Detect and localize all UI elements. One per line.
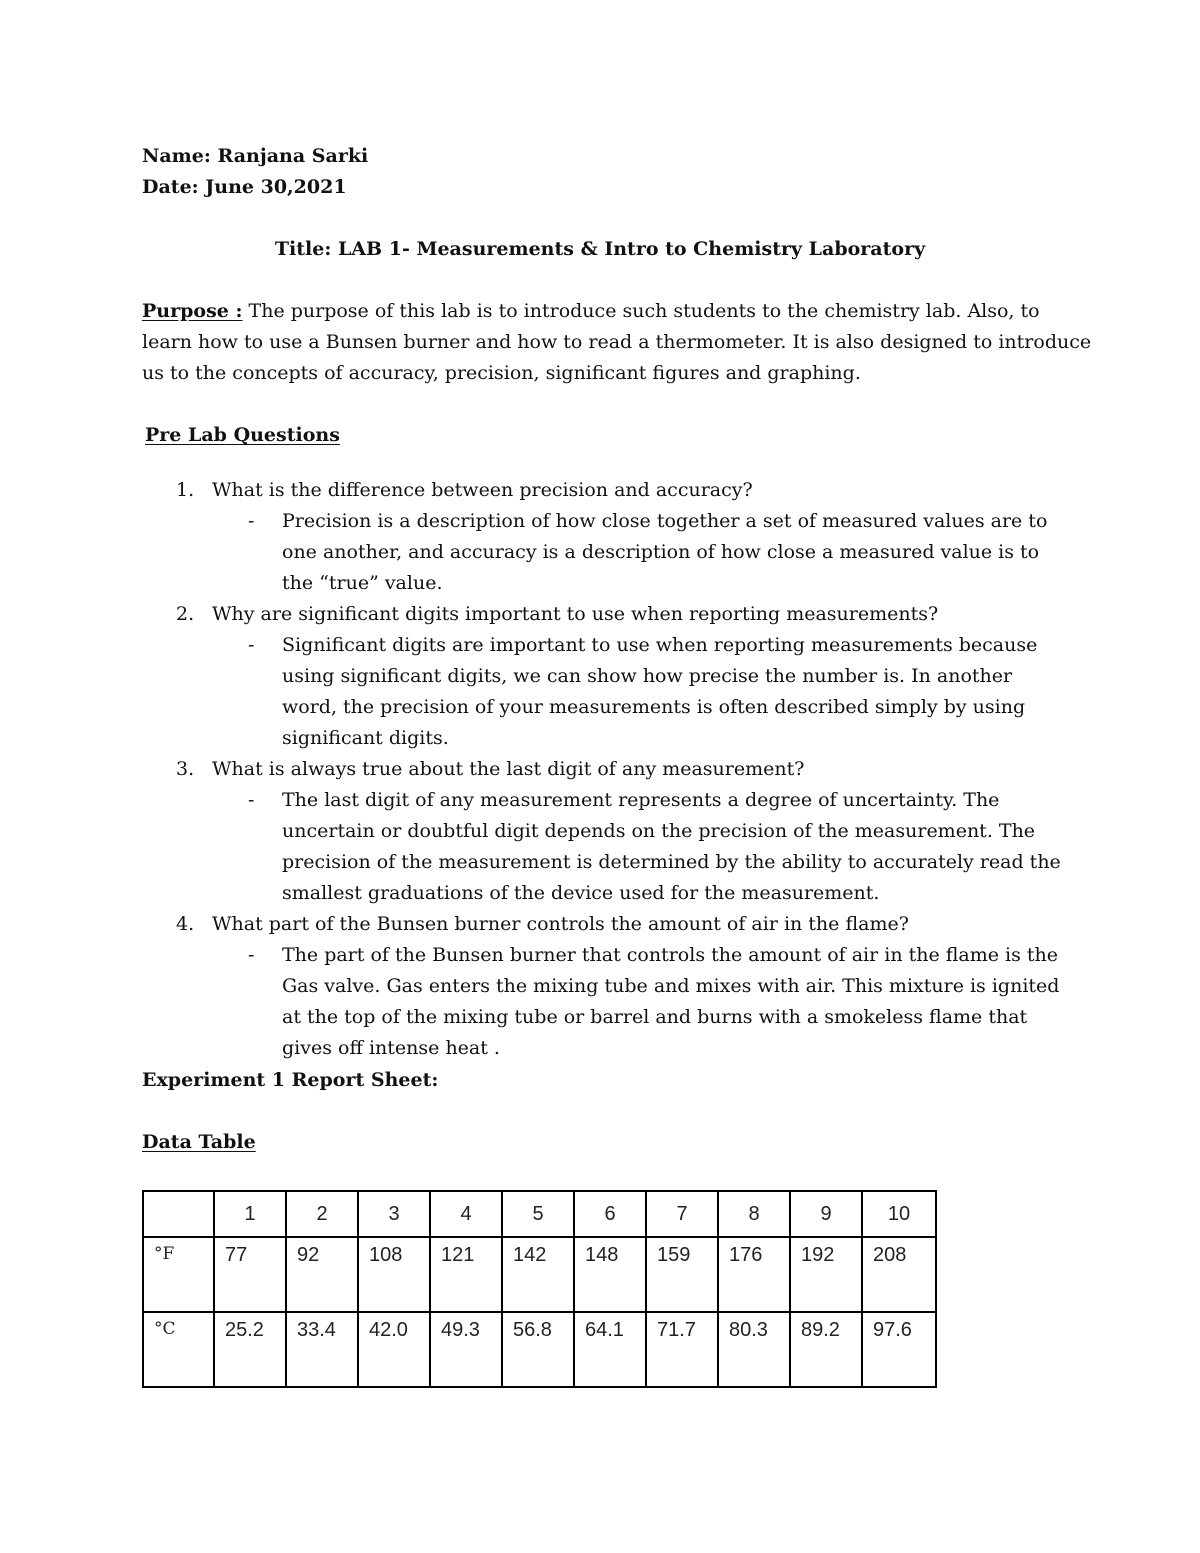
table-cell: 148 <box>574 1237 646 1312</box>
table-cell: 64.1 <box>574 1312 646 1387</box>
table-header-cell: 3 <box>358 1191 430 1237</box>
table-header-cell: 2 <box>286 1191 358 1237</box>
question-text: What is always true about the last digit of any measurement? <box>212 758 805 780</box>
question-text: What is the difference between precision and accuracy? <box>212 479 753 501</box>
question-number: 4. <box>176 913 195 935</box>
table-cell: 192 <box>790 1237 862 1312</box>
table-corner-cell <box>143 1191 214 1237</box>
table-cell: 159 <box>646 1237 718 1312</box>
name-line <box>142 141 368 172</box>
table-header-cell: 10 <box>862 1191 936 1237</box>
answer-text: The part of the Bunsen burner that controls the amount of air in the flame is the Gas valve. Gas enters the mixing tube and mixes with air. This mixture is ignited at the top of the mixing tube or barrel and burns with a smokeless flame that gives off intense heat . <box>282 944 1060 1059</box>
table-cell: 97.6 <box>862 1312 936 1387</box>
date-line <box>142 172 347 203</box>
document-title: Title: LAB 1- Measurements & Intro to Chemistry Laboratory <box>274 238 926 260</box>
table-row-label: °F <box>143 1237 214 1312</box>
question-number: 1. <box>176 479 195 501</box>
purpose-text-1: The purpose of this lab is to introduce such students to the chemistry lab. Also, to <box>248 300 1040 322</box>
prelab-heading: Pre Lab Questions <box>145 424 340 446</box>
answer-text: Precision is a description of how close together a set of measured values are to one another, and accuracy is a description of how close a measured value is to the “true” value. <box>282 510 1048 594</box>
purpose-line-1 <box>142 296 1040 327</box>
question-text: What part of the Bunsen burner controls the amount of air in the flame? <box>212 913 909 935</box>
table-cell: 176 <box>718 1237 790 1312</box>
table-cell: 56.8 <box>502 1312 574 1387</box>
data-table-heading: Data Table <box>142 1131 256 1153</box>
table-cell: 71.7 <box>646 1312 718 1387</box>
table-header-row <box>143 1191 936 1237</box>
data-table <box>142 1190 937 1388</box>
table-cell: 121 <box>430 1237 502 1312</box>
table-cell: 89.2 <box>790 1312 862 1387</box>
purpose-line-3: us to the concepts of accuracy, precision, significant figures and graphing. <box>142 362 861 384</box>
report-heading: Experiment 1 Report Sheet: <box>142 1069 439 1091</box>
table-cell: 80.3 <box>718 1312 790 1387</box>
table-header-cell: 6 <box>574 1191 646 1237</box>
answer-text: The last digit of any measurement represents a degree of uncertainty. The uncertain or doubtful digit depends on the precision of the measurement. The precision of the measurement is determined by the ability to accurately read the smallest graduations of the device used for the measurement. <box>282 789 1061 904</box>
table-cell: 25.2 <box>214 1312 286 1387</box>
table-cell: 77 <box>214 1237 286 1312</box>
answer-dash: - <box>248 944 255 966</box>
question-number: 2. <box>176 603 195 625</box>
table-header-cell: 8 <box>718 1191 790 1237</box>
date-value: June 30,2021 <box>205 176 347 198</box>
table-cell: 49.3 <box>430 1312 502 1387</box>
question-number: 3. <box>176 758 195 780</box>
answer-dash: - <box>248 789 255 811</box>
purpose-label: Purpose : <box>142 300 243 322</box>
answer-text: Significant digits are important to use when reporting measurements because using significant digits, we can show how precise the number is. In another word, the precision of your measurements is often described simply by using significant digits. <box>282 634 1038 749</box>
name-label: Name: <box>142 145 211 167</box>
table-cell: 108 <box>358 1237 430 1312</box>
table-header-cell: 9 <box>790 1191 862 1237</box>
table-row-celsius <box>143 1312 936 1387</box>
table-cell: 33.4 <box>286 1312 358 1387</box>
table-cell: 142 <box>502 1237 574 1312</box>
answer-dash: - <box>248 634 255 656</box>
table-header-cell: 4 <box>430 1191 502 1237</box>
table-header-cell: 7 <box>646 1191 718 1237</box>
table-header-cell: 1 <box>214 1191 286 1237</box>
purpose-line-2: learn how to use a Bunsen burner and how to read a thermometer. It is also designed to introduce <box>142 331 1092 353</box>
date-label: Date: <box>142 176 199 198</box>
answer-dash: - <box>248 510 255 532</box>
question-text: Why are significant digits important to use when reporting measurements? <box>212 603 939 625</box>
table-cell: 92 <box>286 1237 358 1312</box>
table-cell: 208 <box>862 1237 936 1312</box>
name-value: Ranjana Sarki <box>217 145 369 167</box>
table-row-fahrenheit <box>143 1237 936 1312</box>
table-row-label: °C <box>143 1312 214 1387</box>
table-header-cell: 5 <box>502 1191 574 1237</box>
table-cell: 42.0 <box>358 1312 430 1387</box>
